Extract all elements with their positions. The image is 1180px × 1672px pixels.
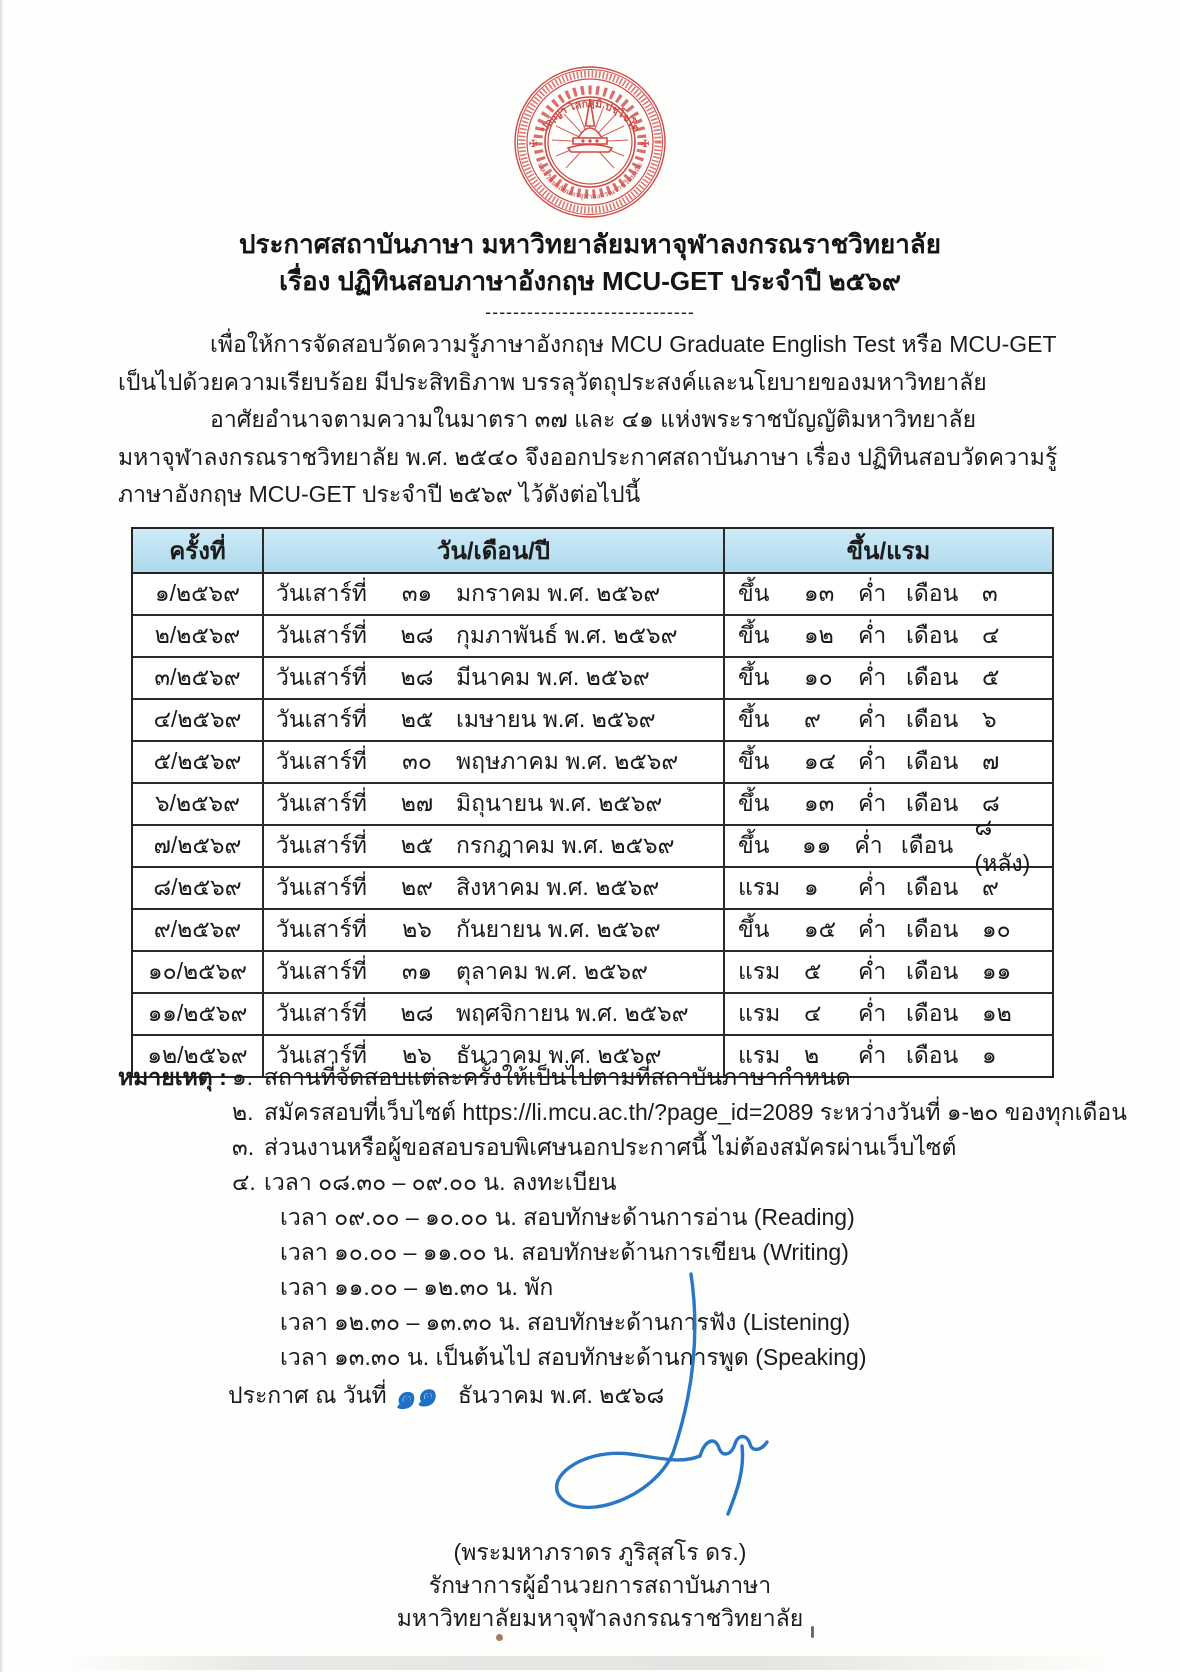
table-row — [133, 950, 1052, 992]
date-day-number: ๒๘ — [400, 1000, 434, 1026]
moon-kham-label: ค่ำ — [854, 832, 883, 858]
moon-month-label: เดือน — [906, 706, 959, 732]
moon-kham-label: ค่ำ — [858, 748, 887, 774]
exam-round-number: ๖/๒๕๖๙ — [133, 784, 264, 824]
exam-date-cell — [264, 616, 725, 656]
moon-month-number: ๙ — [982, 874, 999, 900]
moon-night-number: ๑ — [804, 874, 819, 900]
note-number: ๓. — [232, 1134, 255, 1160]
scan-bottom-shadow — [60, 1656, 1120, 1670]
signatory-title-2: มหาวิทยาลัยมหาจุฬาลงกรณราชวิทยาลัย — [396, 1605, 804, 1631]
exam-date-cell — [264, 826, 725, 866]
col-header-moon: ขึ้น/แรม — [846, 538, 931, 565]
seal-motto-text: ปญฺญา โลกสฺมิ ปชฺโชโต — [538, 97, 642, 135]
title-line-2: เรื่อง ปฏิทินสอบภาษาอังกฤษ MCU-GET ประจำปี ๒๕๖๙ — [279, 266, 901, 296]
moon-phase: ขึ้น — [738, 748, 770, 774]
moon-kham-label: ค่ำ — [858, 874, 887, 900]
table-row — [133, 782, 1052, 824]
date-day-number: ๒๗ — [400, 790, 434, 816]
moon-month-label: เดือน — [906, 664, 959, 690]
date-day-name: วันเสาร์ที่ — [276, 622, 367, 648]
date-day-name: วันเสาร์ที่ — [276, 832, 367, 858]
moon-phase: แรม — [738, 1042, 781, 1068]
lunar-date-cell — [725, 700, 1052, 740]
signatory-name: (พระมหาภราดร ภูริสุสโร ดร.) — [453, 1539, 747, 1565]
moon-night-number: ๑๕ — [804, 916, 837, 942]
moon-kham-label: ค่ำ — [858, 580, 887, 606]
announce-prefix: ประกาศ ณ วันที่ — [228, 1382, 387, 1408]
date-month-year: มิถุนายน พ.ศ. ๒๕๖๙ — [456, 790, 663, 816]
date-day-number: ๒๘ — [400, 622, 434, 648]
exam-date-cell — [264, 784, 725, 824]
exam-round-number: ๕/๒๕๖๙ — [133, 742, 264, 782]
date-day-number: ๓๑ — [401, 580, 433, 606]
date-day-number: ๒๖ — [402, 1042, 432, 1068]
moon-night-number: ๙ — [804, 706, 821, 732]
moon-month-label: เดือน — [906, 748, 959, 774]
moon-month-number: ๘ (หลัง) — [974, 814, 1031, 876]
note-number: ๒. — [232, 1099, 254, 1125]
signatory-title-1: รักษาการผู้อำนวยการสถาบันภาษา — [428, 1572, 772, 1598]
paragraph-2-line-2: มหาจุฬาลงกรณราชวิทยาลัย พ.ศ. ๒๕๔๐ จึงออกประกาศสถาบันภาษา เรื่อง ปฏิทินสอบวัดความรู้ — [118, 443, 1058, 470]
moon-phase: ขึ้น — [738, 706, 770, 732]
moon-night-number: ๕ — [804, 958, 822, 984]
date-day-number: ๓๐ — [402, 748, 432, 774]
moon-phase: ขึ้น — [738, 622, 770, 648]
exam-round-number: ๙/๒๕๖๙ — [133, 910, 264, 950]
date-day-number: ๒๕ — [400, 706, 434, 732]
date-day-number: ๓๑ — [401, 958, 433, 984]
moon-kham-label: ค่ำ — [858, 706, 887, 732]
date-month-year: กุมภาพันธ์ พ.ศ. ๒๕๖๙ — [456, 622, 678, 648]
note-line-1 — [118, 1060, 1128, 1095]
date-month-year: กันยายน พ.ศ. ๒๕๖๙ — [456, 916, 661, 942]
date-month-year: พฤศจิกายน พ.ศ. ๒๕๖๙ — [456, 1000, 689, 1026]
moon-phase: ขึ้น — [738, 664, 770, 690]
moon-kham-label: ค่ำ — [858, 916, 887, 942]
svg-text:✠: ✠ — [641, 139, 650, 150]
note-text: เวลา ๐๘.๓๐ – ๐๙.๐๐ น. ลงทะเบียน — [264, 1169, 617, 1195]
moon-kham-label: ค่ำ — [858, 1000, 887, 1026]
exam-round-number: ๑๐/๒๕๖๙ — [133, 952, 264, 992]
exam-date-cell — [264, 910, 725, 950]
signatory-block — [280, 1536, 920, 1635]
date-day-number: ๒๕ — [400, 832, 434, 858]
exam-round-number: ๑/๒๕๖๙ — [133, 574, 264, 614]
date-month-year: มกราคม พ.ศ. ๒๕๖๙ — [456, 580, 661, 606]
notes-label: หมายเหตุ : — [118, 1064, 227, 1090]
moon-kham-label: ค่ำ — [858, 958, 887, 984]
date-day-name: วันเสาร์ที่ — [276, 916, 367, 942]
moon-month-number: ๑ — [982, 1042, 997, 1068]
paragraph-1-line-2: เป็นไปด้วยความเรียบร้อย มีประสิทธิภาพ บรรลุวัตถุประสงค์และนโยบายของมหาวิทยาลัย — [118, 368, 987, 395]
date-day-number: ๒๙ — [400, 874, 433, 900]
date-day-number: ๒๖ — [402, 916, 432, 942]
note-text: ส่วนงานหรือผู้ขอสอบรอบพิเศษนอกประกาศนี้ ไม่ต้องสมัครผ่านเว็บไซต์ — [264, 1134, 957, 1160]
note-line-2 — [118, 1095, 1128, 1130]
table-row — [133, 908, 1052, 950]
lunar-date-cell — [725, 574, 1052, 614]
moon-night-number: ๑๐ — [804, 664, 833, 690]
date-day-number: ๒๘ — [400, 664, 434, 690]
exam-round-number: ๔/๒๕๖๙ — [133, 700, 264, 740]
exam-date-cell — [264, 574, 725, 614]
announce-suffix: ธันวาคม พ.ศ. ๒๕๖๘ — [457, 1382, 665, 1408]
moon-night-number: ๑๒ — [804, 622, 834, 648]
date-month-year: มีนาคม พ.ศ. ๒๕๖๙ — [456, 664, 650, 690]
schedule-line-writing: เวลา ๑๐.๐๐ – ๑๑.๐๐ น. สอบทักษะด้านการเขียน (Writing) — [280, 1239, 849, 1265]
lunar-date-cell — [725, 910, 1052, 950]
schedule-line-break: เวลา ๑๑.๐๐ – ๑๒.๓๐ น. พัก — [280, 1274, 554, 1300]
moon-month-label: เดือน — [906, 580, 959, 606]
date-day-name: วันเสาร์ที่ — [276, 874, 367, 900]
moon-phase: แรม — [738, 874, 781, 900]
title-line-1: ประกาศสถาบันภาษา มหาวิทยาลัยมหาจุฬาลงกรณราชวิทยาลัย — [239, 229, 941, 259]
moon-month-label: เดือน — [906, 958, 959, 984]
exam-round-number: ๓/๒๕๖๙ — [133, 658, 264, 698]
moon-month-number: ๘ — [982, 790, 1000, 816]
university-seal-logo — [510, 62, 670, 222]
moon-kham-label: ค่ำ — [858, 1042, 887, 1068]
moon-month-number: ๓ — [982, 580, 998, 606]
moon-phase: ขึ้น — [738, 790, 770, 816]
col-header-date: วัน/เดือน/ปี — [264, 529, 725, 572]
moon-month-label: เดือน — [900, 832, 954, 858]
date-day-name: วันเสาร์ที่ — [276, 706, 367, 732]
date-day-name: วันเสาร์ที่ — [276, 580, 367, 606]
moon-month-number: ๑๑ — [982, 958, 1012, 984]
exam-round-number: ๘/๒๕๖๙ — [133, 868, 264, 908]
moon-month-number: ๕ — [982, 664, 1000, 690]
university-seal-icon — [510, 62, 670, 222]
lunar-date-cell — [725, 994, 1052, 1034]
moon-month-number: ๑๐ — [982, 916, 1011, 942]
lunar-date-cell — [725, 868, 1052, 908]
signature-ink-icon — [495, 1268, 805, 1528]
table-row — [133, 698, 1052, 740]
date-month-year: กรกฎาคม พ.ศ. ๒๕๖๙ — [456, 832, 675, 858]
moon-month-label: เดือน — [906, 1042, 959, 1068]
exam-date-cell — [264, 700, 725, 740]
table-row — [133, 574, 1052, 614]
moon-month-number: ๑๒ — [982, 1000, 1012, 1026]
moon-month-label: เดือน — [906, 790, 959, 816]
exam-round-number: ๒/๒๕๖๙ — [133, 616, 264, 656]
note-line-3 — [118, 1130, 1128, 1165]
moon-month-number: ๗ — [982, 748, 1000, 774]
moon-night-number: ๑๔ — [804, 748, 837, 774]
moon-month-label: เดือน — [906, 916, 959, 942]
table-row — [133, 814, 1052, 876]
moon-phase: ขึ้น — [738, 832, 770, 858]
table-row — [133, 614, 1052, 656]
moon-month-number: ๔ — [982, 622, 1000, 648]
moon-phase: แรม — [738, 1000, 781, 1026]
date-day-name: วันเสาร์ที่ — [276, 790, 367, 816]
date-day-name: วันเสาร์ที่ — [276, 748, 367, 774]
lunar-date-cell — [725, 658, 1052, 698]
table-header-row — [133, 529, 1052, 574]
moon-kham-label: ค่ำ — [858, 790, 887, 816]
lunar-date-cell — [725, 814, 1052, 876]
scan-speck — [496, 1634, 503, 1641]
table-row — [133, 656, 1052, 698]
exam-date-cell — [264, 868, 725, 908]
exam-date-cell — [264, 658, 725, 698]
date-month-year: เมษายน พ.ศ. ๒๕๖๙ — [456, 706, 656, 732]
moon-phase: แรม — [738, 958, 781, 984]
date-day-name: วันเสาร์ที่ — [276, 1042, 367, 1068]
exam-date-cell — [264, 952, 725, 992]
note-number: ๔. — [232, 1169, 256, 1195]
col-header-round: ครั้งที่ — [133, 529, 264, 572]
moon-night-number: ๑๓ — [804, 580, 835, 606]
note-text-with-url: สมัครสอบที่เว็บไซต์ https://li.mcu.ac.th/?page_id=2089 ระหว่างวันที่ ๑-๒๐ ของทุกเดือน — [264, 1099, 1127, 1125]
moon-month-label: เดือน — [906, 1000, 959, 1026]
exam-round-number: ๑๒/๒๕๖๙ — [133, 1036, 264, 1076]
moon-month-label: เดือน — [906, 874, 959, 900]
table-row — [133, 866, 1052, 908]
paragraph-1-line-1: เพื่อให้การจัดสอบวัดความรู้ภาษาอังกฤษ MCU Graduate English Test หรือ MCU-GET — [210, 331, 1057, 357]
exam-round-number: ๑๑/๒๕๖๙ — [133, 994, 264, 1034]
moon-month-number: ๖ — [982, 706, 997, 732]
date-day-name: วันเสาร์ที่ — [276, 1000, 367, 1026]
date-day-name: วันเสาร์ที่ — [276, 958, 367, 984]
schedule-line-listening: เวลา ๑๒.๓๐ – ๑๓.๓๐ น. สอบทักษะด้านการฟัง (Listening) — [280, 1309, 851, 1335]
document-title — [0, 226, 1180, 321]
exam-schedule-table — [131, 527, 1054, 1078]
moon-phase: ขึ้น — [738, 916, 770, 942]
note-text: สถานที่จัดสอบแต่ละครั้งให้เป็นไปตามที่สถาบันภาษากำหนด — [264, 1064, 851, 1090]
table-row — [133, 992, 1052, 1034]
exam-round-number: ๗/๒๕๖๙ — [133, 826, 264, 866]
exam-date-cell — [264, 994, 725, 1034]
moon-night-number: ๒ — [804, 1042, 820, 1068]
title-divider: ------------------------------ — [485, 302, 695, 322]
moon-kham-label: ค่ำ — [858, 622, 887, 648]
date-month-year: พฤษภาคม พ.ศ. ๒๕๖๙ — [456, 748, 679, 774]
schedule-line-reading: เวลา ๐๙.๐๐ – ๑๐.๐๐ น. สอบทักษะด้านการอ่าน (Reading) — [280, 1204, 855, 1230]
date-month-year: ธันวาคม พ.ศ. ๒๕๖๙ — [456, 1042, 662, 1068]
schedule-line-speaking: เวลา ๑๓.๓๐ น. เป็นต้นไป สอบทักษะด้านการพูด (Speaking) — [280, 1344, 867, 1370]
date-month-year: สิงหาคม พ.ศ. ๒๕๖๙ — [456, 874, 660, 900]
moon-night-number: ๔ — [804, 1000, 822, 1026]
moon-kham-label: ค่ำ — [858, 664, 887, 690]
note-line-4 — [118, 1165, 1128, 1200]
seal-ring-text: มหาวิทยาลัยมหาจุฬาลงกรณราชวิทยาลัย — [535, 161, 645, 202]
date-day-name: วันเสาร์ที่ — [276, 664, 367, 690]
handwritten-day: ๑๑ — [390, 1374, 438, 1418]
moon-phase: ขึ้น — [738, 580, 770, 606]
moon-night-number: ๑๓ — [804, 790, 835, 816]
body-text — [118, 326, 1066, 514]
paragraph-2-line-1: อาศัยอำนาจตามความในมาตรา ๓๗ และ ๔๑ แห่งพระราชบัญญัติมหาวิทยาลัย — [210, 406, 977, 432]
scan-speck — [811, 1626, 814, 1638]
exam-table-body — [133, 574, 1052, 1076]
note-number: ๑. — [232, 1064, 253, 1090]
moon-month-label: เดือน — [906, 622, 959, 648]
date-month-year: ตุลาคม พ.ศ. ๒๕๖๙ — [456, 958, 648, 984]
svg-text:✠: ✠ — [529, 139, 538, 150]
exam-date-cell — [264, 742, 725, 782]
paragraph-2-line-3: ภาษาอังกฤษ MCU-GET ประจำปี ๒๕๖๙ ไว้ดังต่อไปนี้ — [118, 481, 641, 507]
lunar-date-cell — [725, 616, 1052, 656]
lunar-date-cell — [725, 952, 1052, 992]
table-row — [133, 740, 1052, 782]
lunar-date-cell — [725, 742, 1052, 782]
moon-night-number: ๑๑ — [801, 832, 832, 858]
